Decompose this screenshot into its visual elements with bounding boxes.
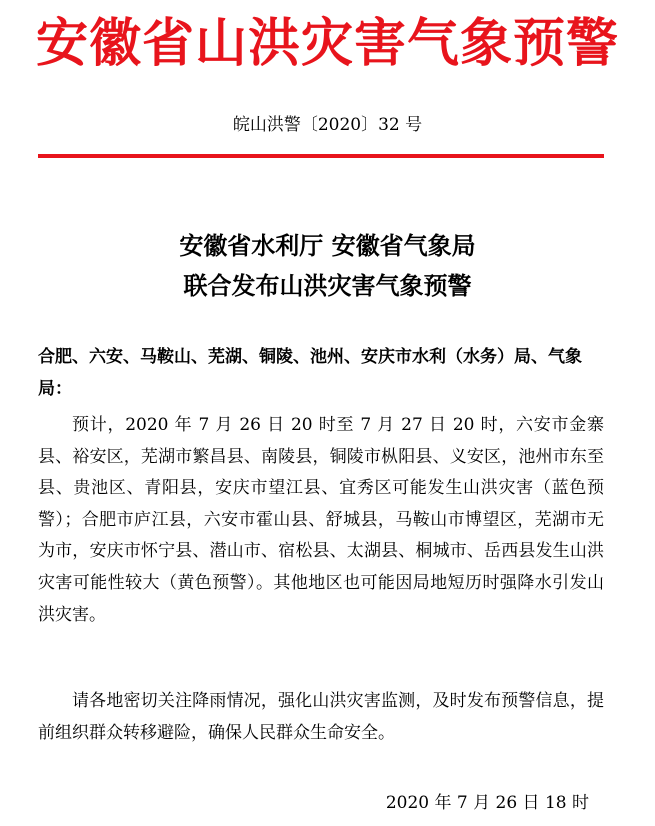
document-masthead: 安徽省山洪灾害气象预警	[35, 13, 619, 74]
body-paragraph-instructions: 请各地密切关注降雨情况，强化山洪灾害监测，及时发布预警信息，提前组织群众转移避险，确保人民群众生命安全。	[38, 691, 604, 743]
issue-date: 2020 年 7 月 26 日 18 时	[385, 793, 589, 813]
addressee-line: 合肥、六安、马鞍山、芜湖、铜陵、池州、安庆市水利（水务）局、气象局：	[38, 347, 582, 399]
body-paragraph-forecast: 预计，2020 年 7 月 26 日 20 时至 7 月 27 日 20 时，六安市金寨县、裕安区，芜湖市繁昌县、南陵县，铜陵市枞阳县、义安区，池州市东至县、贵池区、青阳县，安庆市望江县、宜秀区可能发生山洪灾害（蓝色预警）；合肥市庐江县，六安市霍山县、舒城县，马鞍山市博望区，芜湖市无为市，安庆市怀宁县、潜山市、宿松县、太湖县、桐城市、岳西县发生山洪灾害可能性较大（黄色预警）。其他地区也可能因局地短历时强降水引发山洪灾害。	[38, 415, 604, 625]
document-title	[0, 226, 655, 306]
title-line-1: 安徽省水利厅 安徽省气象局	[179, 232, 476, 260]
document-number: 皖山洪警〔2020〕32 号	[232, 115, 423, 135]
red-divider-rule	[38, 154, 604, 158]
title-line-2: 联合发布山洪灾害气象预警	[183, 272, 472, 300]
